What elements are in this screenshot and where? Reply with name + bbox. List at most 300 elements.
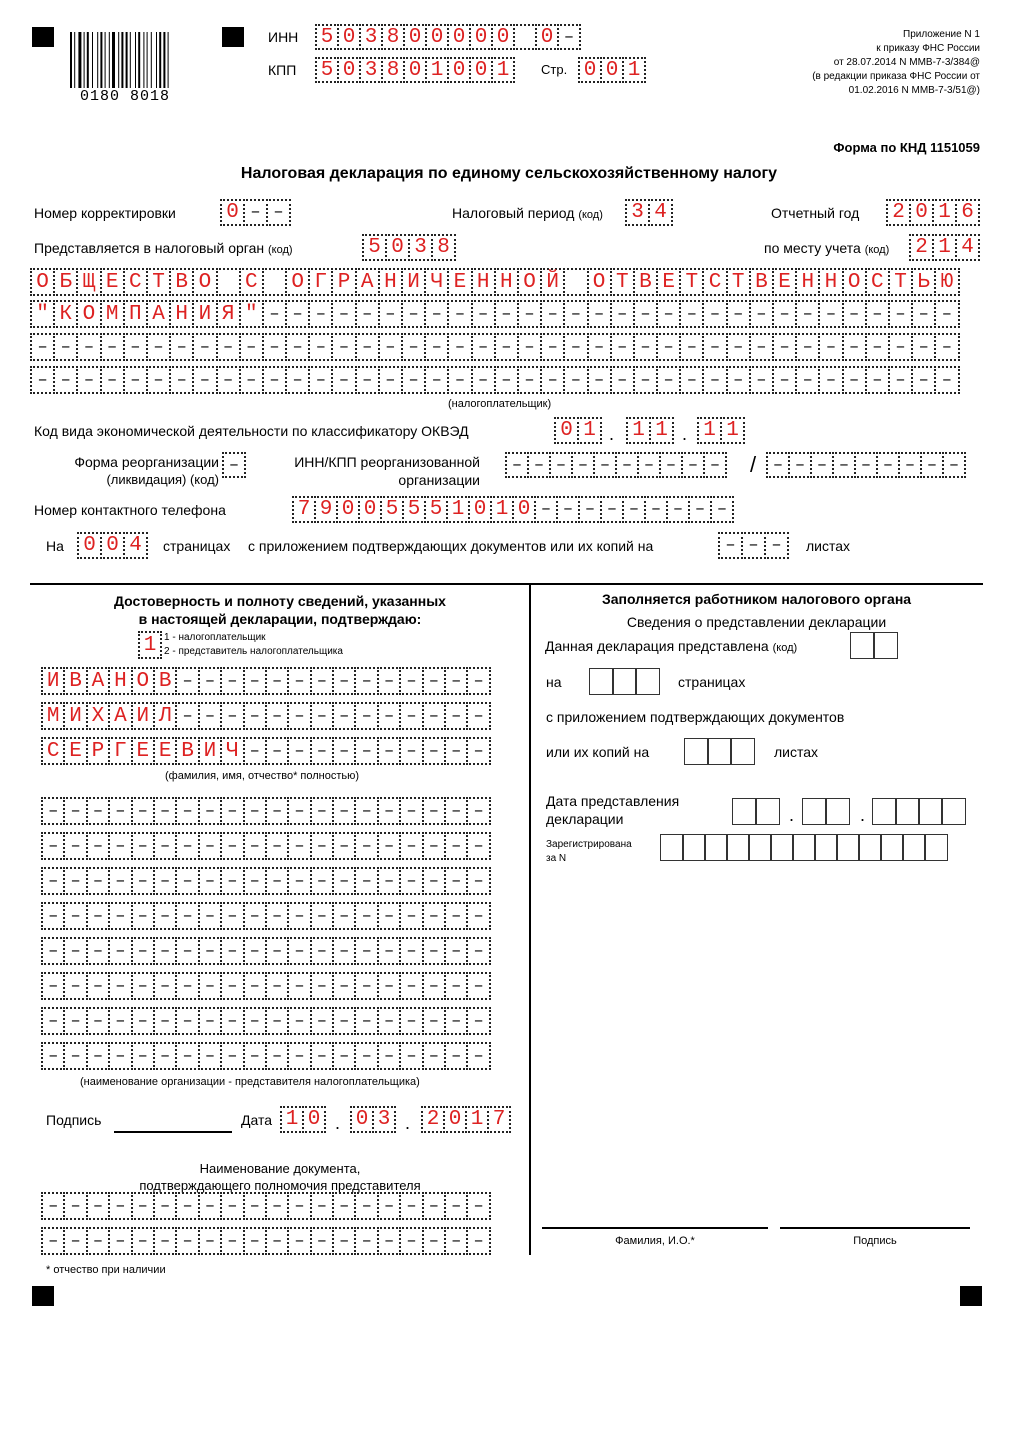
char-cell (220, 867, 244, 895)
char-cell: Е (100, 268, 125, 296)
name-grid[interactable] (41, 702, 489, 730)
char-cell (872, 798, 897, 825)
char-cell (354, 902, 378, 930)
reorg-kpp-grid[interactable] (766, 452, 964, 478)
char-cell (842, 300, 867, 328)
taxpayer-line-4[interactable] (30, 366, 958, 394)
barcode-bar (126, 32, 128, 88)
office-date-month[interactable] (802, 798, 848, 825)
char-cell (108, 937, 132, 965)
char-cell: 0 (469, 24, 493, 50)
char-cell: Е (131, 737, 155, 765)
char-cell (331, 366, 356, 394)
char-cell (310, 1192, 334, 1220)
char-cell (310, 737, 334, 765)
char-cell (175, 972, 199, 1000)
char-cell (378, 333, 403, 361)
pages-grid[interactable] (77, 532, 146, 559)
char-cell (764, 532, 789, 559)
char-cell (741, 532, 766, 559)
char-cell: 1 (425, 57, 449, 83)
char-cell (818, 333, 843, 361)
char-cell: 0 (909, 199, 934, 226)
corner-marker-top-left (32, 27, 54, 47)
char-cell: Н (378, 268, 403, 296)
office-sign-line[interactable] (780, 1227, 970, 1229)
org-line-1[interactable] (41, 797, 489, 825)
char-cell (810, 452, 834, 478)
char-cell (108, 1192, 132, 1220)
char-cell (466, 667, 490, 695)
char-cell (571, 452, 595, 478)
char-cell: " (239, 300, 264, 328)
char-cell (175, 702, 199, 730)
char-cell: 3 (625, 199, 650, 226)
barcode-bar (112, 32, 115, 88)
tax-office-label-text: Представляется в налоговый орган (34, 240, 265, 256)
page-grid[interactable] (578, 57, 644, 83)
char-cell (422, 667, 446, 695)
char-cell (444, 867, 468, 895)
char-cell (86, 832, 110, 860)
char-cell (63, 1192, 87, 1220)
char-cell (399, 972, 423, 1000)
barcode-bar (78, 32, 81, 88)
char-cell: Г (308, 268, 333, 296)
char-cell (399, 667, 423, 695)
char-cell (175, 1227, 199, 1255)
char-cell (53, 366, 78, 394)
okved-part-3[interactable] (697, 417, 743, 444)
char-cell: К (53, 300, 78, 328)
char-cell (354, 1192, 378, 1220)
office-date-label-line-1: Дата представления (546, 793, 680, 809)
char-cell (355, 333, 380, 361)
char-cell (444, 737, 468, 765)
phone-grid[interactable] (292, 496, 732, 523)
taxpayer-line-3[interactable] (30, 333, 958, 361)
presented-code-grid[interactable] (850, 632, 896, 659)
char-cell (63, 1227, 87, 1255)
char-cell: 3 (359, 57, 383, 83)
okved-part-2[interactable] (626, 417, 672, 444)
char-cell: А (86, 667, 110, 695)
char-cell (444, 972, 468, 1000)
char-cell (265, 702, 289, 730)
char-cell (911, 366, 936, 394)
office-fio-caption: Фамилия, И.О.* (615, 1235, 695, 1247)
corner-marker-bottom-right (960, 1286, 982, 1306)
char-cell (888, 300, 913, 328)
char-cell: 1 (138, 631, 162, 659)
char-cell (108, 867, 132, 895)
char-cell (243, 972, 267, 1000)
char-cell: Ь (911, 268, 936, 296)
char-cell (265, 972, 289, 1000)
char-cell (153, 867, 177, 895)
char-cell (310, 1042, 334, 1070)
char-cell: 0 (77, 532, 102, 559)
char-cell (265, 937, 289, 965)
char-cell (63, 972, 87, 1000)
corner-marker-bottom-left (32, 1286, 54, 1306)
char-cell (707, 738, 732, 765)
char-cell (578, 496, 602, 523)
tax-office-grid[interactable] (362, 234, 454, 261)
char-cell (220, 937, 244, 965)
char-cell: 1 (932, 234, 957, 261)
char-cell (401, 300, 426, 328)
office-copies-label: или их копий на (546, 744, 650, 760)
appendix-line: (в редакции приказа ФНС России от (812, 71, 980, 82)
char-cell (702, 333, 727, 361)
char-cell (131, 972, 155, 1000)
char-cell (660, 834, 684, 861)
char-cell (131, 937, 155, 965)
char-cell: 6 (955, 199, 980, 226)
char-cell (378, 300, 403, 328)
char-cell (466, 702, 490, 730)
char-cell: И (131, 702, 155, 730)
char-cell: 0 (403, 57, 427, 83)
kpp-grid[interactable] (315, 57, 513, 83)
char-cell: 5 (315, 57, 339, 83)
date-year[interactable] (421, 1106, 509, 1133)
char-cell (265, 797, 289, 825)
char-cell (424, 333, 449, 361)
char-cell: А (146, 300, 171, 328)
surname-grid[interactable] (41, 667, 489, 695)
char-cell (444, 797, 468, 825)
org-line-5[interactable] (41, 937, 489, 965)
char-cell (466, 832, 490, 860)
char-cell (422, 797, 446, 825)
char-cell (399, 737, 423, 765)
char-cell: Т (146, 268, 171, 296)
char-cell (934, 333, 959, 361)
char-cell: 1 (932, 199, 957, 226)
char-cell (220, 902, 244, 930)
org-line-7[interactable] (41, 1007, 489, 1035)
char-cell (41, 972, 65, 1000)
char-cell (86, 972, 110, 1000)
char-cell (399, 1192, 423, 1220)
char-cell (123, 366, 148, 394)
char-cell (332, 1227, 356, 1255)
char-cell (265, 1227, 289, 1255)
barcode-bar (159, 32, 161, 88)
taxpayer-line-1[interactable] (30, 268, 958, 296)
char-cell (888, 366, 913, 394)
char-cell: 3 (372, 1106, 396, 1133)
char-cell (108, 797, 132, 825)
char-cell (308, 333, 333, 361)
char-cell (108, 832, 132, 860)
char-cell: Р (331, 268, 356, 296)
reorg-label-line-1: Форма реорганизации (74, 454, 219, 470)
char-cell (422, 937, 446, 965)
char-cell (239, 366, 264, 394)
barcode-bar (135, 32, 136, 88)
char-cell (466, 902, 490, 930)
char-cell (243, 902, 267, 930)
char-cell (749, 333, 774, 361)
char-cell (153, 1192, 177, 1220)
char-cell (243, 737, 267, 765)
char-cell: С (41, 737, 65, 765)
barcode-bar (156, 32, 157, 88)
char-cell (666, 496, 690, 523)
reorg-grid[interactable] (222, 452, 244, 478)
char-cell: 3 (359, 24, 383, 50)
barcode-bar (143, 32, 144, 88)
office-pages-label: страницах (678, 674, 746, 690)
char-cell (265, 1007, 289, 1035)
char-cell: 9 (314, 496, 338, 523)
office-date-year[interactable] (872, 798, 964, 825)
char-cell (63, 832, 87, 860)
char-cell (517, 333, 542, 361)
place-grid[interactable] (909, 234, 978, 261)
char-cell (220, 1227, 244, 1255)
char-cell (355, 300, 380, 328)
char-cell (153, 1007, 177, 1035)
char-cell (63, 937, 87, 965)
org-line-4[interactable] (41, 902, 489, 930)
char-cell: 1 (465, 1106, 489, 1133)
char-cell: Л (153, 702, 177, 730)
char-cell (399, 832, 423, 860)
char-cell: 0 (443, 1106, 467, 1133)
char-cell (471, 300, 496, 328)
char-cell: 0 (385, 234, 410, 261)
char-cell (262, 300, 287, 328)
patronymic-grid[interactable] (41, 737, 489, 765)
char-cell (287, 737, 311, 765)
char-cell (63, 902, 87, 930)
char-cell (308, 300, 333, 328)
office-reg-grid[interactable] (660, 834, 946, 861)
char-cell (471, 333, 496, 361)
char-cell (310, 1227, 334, 1255)
inn-grid[interactable] (315, 24, 579, 50)
char-cell (534, 496, 558, 523)
doc-line-1[interactable] (41, 1192, 489, 1220)
char-cell (41, 832, 65, 860)
char-cell (688, 496, 712, 523)
reorg-inn-label-line-1: ИНН/КПП реорганизованной (294, 454, 480, 470)
char-cell (86, 1227, 110, 1255)
char-cell (726, 333, 751, 361)
char-cell (287, 667, 311, 695)
attach-label: с приложением подтверждающих документов или их копий на (248, 538, 654, 554)
char-cell (622, 496, 646, 523)
char-cell (131, 1227, 155, 1255)
presented-label-text: Данная декларация представлена (545, 638, 769, 654)
char-cell (444, 902, 468, 930)
char-cell (556, 496, 580, 523)
taxpayer-line-2[interactable] (30, 300, 958, 328)
office-reg-label-line-2: за N (546, 853, 567, 864)
section-divider-vertical (529, 583, 531, 1255)
office-fio-line[interactable] (542, 1227, 768, 1229)
char-cell (198, 867, 222, 895)
char-cell: Е (447, 268, 472, 296)
char-cell (814, 834, 838, 861)
appendix-line: от 28.07.2014 N ММВ-7-3/384@ (833, 57, 980, 68)
date-day[interactable] (280, 1106, 324, 1133)
char-cell: 7 (292, 496, 316, 523)
char-cell (795, 333, 820, 361)
char-cell (865, 333, 890, 361)
char-cell: С (239, 268, 264, 296)
char-cell (76, 366, 101, 394)
char-cell (494, 300, 519, 328)
char-cell (108, 1227, 132, 1255)
char-cell: 2 (886, 199, 911, 226)
char-cell (377, 1227, 401, 1255)
char-cell (332, 832, 356, 860)
char-cell (198, 1192, 222, 1220)
signer-grid[interactable] (138, 631, 160, 659)
year-label: Отчетный год (771, 205, 860, 221)
char-cell (656, 333, 681, 361)
char-cell (175, 667, 199, 695)
char-cell (287, 867, 311, 895)
char-cell (108, 972, 132, 1000)
char-cell (285, 366, 310, 394)
char-cell (918, 798, 943, 825)
char-cell (703, 452, 727, 478)
char-cell: О (30, 268, 55, 296)
sheets-grid[interactable] (718, 532, 787, 559)
char-cell (444, 1192, 468, 1220)
char-cell: А (108, 702, 132, 730)
char-cell (243, 667, 267, 695)
barcode-bar (163, 32, 165, 88)
char-cell (153, 972, 177, 1000)
reorg-inn-grid[interactable] (505, 452, 725, 478)
char-cell (850, 632, 875, 659)
doc-label-line-1: Наименование документа, (199, 1161, 361, 1176)
char-cell (447, 366, 472, 394)
char-cell (287, 702, 311, 730)
confirm-heading-line-2: в настоящей декларации, подтверждаю: (138, 611, 422, 627)
char-cell (63, 1007, 87, 1035)
char-cell (842, 366, 867, 394)
sign-line[interactable] (114, 1131, 232, 1133)
char-cell (934, 300, 959, 328)
char-cell: 1 (491, 57, 515, 83)
char-cell (704, 834, 728, 861)
office-sheets-grid[interactable] (684, 738, 753, 765)
org-line-6[interactable] (41, 972, 489, 1000)
org-line-3[interactable] (41, 867, 489, 895)
char-cell (220, 1192, 244, 1220)
char-cell (772, 300, 797, 328)
char-cell (466, 972, 490, 1000)
char-cell (610, 333, 635, 361)
char-cell (399, 1007, 423, 1035)
char-cell (770, 834, 794, 861)
office-subheading: Сведения о представлении декларации (626, 614, 887, 630)
org-line-2[interactable] (41, 832, 489, 860)
char-cell (422, 832, 446, 860)
office-date-day[interactable] (732, 798, 778, 825)
year-grid[interactable] (886, 199, 978, 226)
barcode-number: 0180 8018 (80, 88, 171, 105)
okved-part-1[interactable] (554, 417, 600, 444)
char-cell (802, 798, 827, 825)
char-cell (310, 1007, 334, 1035)
char-cell (222, 452, 246, 478)
char-cell (153, 902, 177, 930)
char-cell: Т (726, 268, 751, 296)
char-cell (710, 496, 734, 523)
char-cell: О (842, 268, 867, 296)
char-cell (377, 937, 401, 965)
office-pages-grid[interactable] (589, 668, 658, 695)
char-cell (444, 1042, 468, 1070)
char-cell (220, 1042, 244, 1070)
char-cell: Ч (220, 737, 244, 765)
char-cell (175, 937, 199, 965)
doc-line-2[interactable] (41, 1227, 489, 1255)
char-cell: 1 (649, 417, 674, 444)
char-cell (466, 1007, 490, 1035)
char-cell (243, 867, 267, 895)
char-cell: О (76, 300, 101, 328)
char-cell: 0 (425, 24, 449, 50)
reorg-inn-label (260, 454, 480, 488)
char-cell (836, 834, 860, 861)
char-cell (444, 832, 468, 860)
place-label-text: по месту учета (764, 240, 861, 256)
char-cell (310, 972, 334, 1000)
char-cell (749, 300, 774, 328)
char-cell: Т (679, 268, 704, 296)
office-date-label-line-2: декларации (546, 811, 624, 827)
char-cell (354, 832, 378, 860)
char-cell (220, 832, 244, 860)
char-cell (243, 797, 267, 825)
char-cell (422, 702, 446, 730)
char-cell (788, 452, 812, 478)
char-cell (41, 937, 65, 965)
period-grid[interactable] (625, 199, 671, 226)
date-month[interactable] (350, 1106, 394, 1133)
date-dot-1: . (335, 1113, 341, 1133)
char-cell (795, 366, 820, 394)
org-line-8[interactable] (41, 1042, 489, 1070)
footnote: * отчество при наличии (46, 1264, 166, 1276)
char-cell (377, 1192, 401, 1220)
char-cell (86, 902, 110, 930)
char-cell: 0 (447, 57, 471, 83)
char-cell: 0 (350, 1106, 374, 1133)
char-cell (262, 268, 287, 296)
barcode-bar (97, 32, 98, 88)
signer-option-1: 1 - налогоплательщик (164, 632, 266, 643)
char-cell (399, 1227, 423, 1255)
char-cell (175, 797, 199, 825)
char-cell (76, 333, 101, 361)
char-cell (702, 366, 727, 394)
char-cell (399, 702, 423, 730)
correction-grid[interactable] (220, 199, 289, 226)
char-cell (198, 1007, 222, 1035)
char-cell (175, 832, 199, 860)
